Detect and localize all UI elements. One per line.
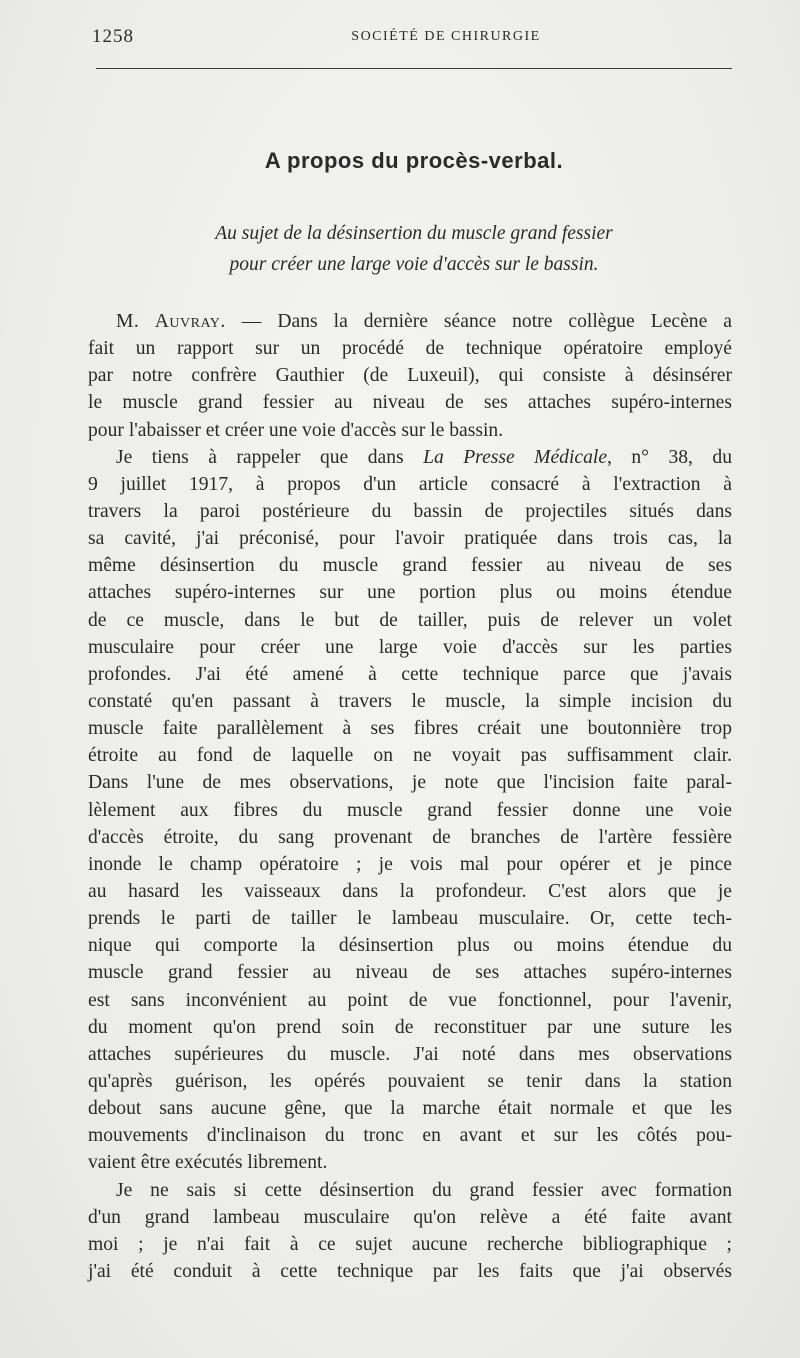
subtitle-line: pour créer une large voie d'accès sur le bassin. <box>229 254 599 275</box>
text-line: par notre confrère Gauthier (de Luxeuil), qui consiste à désinsérer <box>88 365 732 387</box>
text-line: musculaire pour créer une large voie d'accès sur les parties <box>88 636 732 658</box>
text-line: même désinsertion du muscle grand fessier au niveau de ses <box>88 555 732 577</box>
text-line: qu'après guérison, les opérés pouvaient se tenir dans la station <box>88 1070 732 1092</box>
journal-title: La Presse Médicale <box>423 446 608 468</box>
text-line: est sans inconvénient au point de vue fonctionnel, pour l'avenir, <box>88 989 732 1011</box>
subtitle-line: Au sujet de la désinsertion du muscle grand fessier <box>215 223 613 244</box>
text-line: prends le parti de tailler le lambeau musculaire. Or, cette tech- <box>88 908 732 930</box>
text-line: sa cavité, j'ai préconisé, pour l'avoir pratiquée dans trois cas, la <box>88 528 732 550</box>
text-line: étroite au fond de laquelle on ne voyait pas suffisamment clair. <box>88 745 732 767</box>
text-line: Je tiens à rappeler que dans La Presse Médicale, n° 38, du <box>116 446 732 468</box>
text-line: nique qui comporte la désinsertion plus ou moins étendue du <box>88 935 732 957</box>
text-line: du moment qu'on prend soin de reconstituer par une suture les <box>88 1016 732 1038</box>
text-line: vaient être exécutés librement. <box>88 1152 328 1174</box>
speaker-name: M. Auvray. <box>116 311 226 332</box>
running-head <box>92 26 730 52</box>
section-subtitle <box>96 218 732 280</box>
text-line: d'un grand lambeau musculaire qu'on relève a été faite avant <box>88 1206 732 1228</box>
text-line: pour l'abaisser et créer une voie d'accès sur le bassin. <box>88 419 504 441</box>
text-line: lèlement aux fibres du muscle grand fessier donne une voie <box>88 799 732 821</box>
text-line: attaches supérieures du muscle. J'ai noté dans mes observations <box>88 1043 732 1065</box>
text-line: debout sans aucune gêne, que la marche était normale et que les <box>88 1098 732 1120</box>
text-line: profondes. J'ai été amené à cette technique parce que j'avais <box>88 663 732 685</box>
text-line: d'accès étroite, du sang provenant de branches de l'artère fessière <box>88 826 732 848</box>
text-line: muscle grand fessier au niveau de ses attaches supéro-internes <box>88 962 732 984</box>
text-line: fait un rapport sur un procédé de technique opératoire employé <box>88 338 732 360</box>
text-line: mouvements d'inclinaison du tronc en avant et sur les côtés pou- <box>88 1125 732 1147</box>
text-line: attaches supéro-internes sur une portion plus ou moins étendue <box>88 582 732 604</box>
text-line: Je ne sais si cette désinsertion du grand fessier avec formation <box>116 1179 732 1201</box>
text-line: constaté qu'en passant à travers le muscle, la simple incision du <box>88 690 732 712</box>
text-line: Dans l'une de mes observations, je note que l'incision faite paral- <box>88 772 732 794</box>
text-line: 9 juillet 1917, à propos d'un article consacré à l'extraction à <box>88 473 732 495</box>
text-line: moi ; je n'ai fait à ce sujet aucune recherche bibliographique ; <box>88 1233 732 1255</box>
body-text <box>88 308 732 1285</box>
text-line: muscle faite parallèlement à ses fibres créait une boutonnière trop <box>88 718 732 740</box>
text-line: le muscle grand fessier au niveau de ses attaches supéro-internes <box>88 392 732 414</box>
text-line: au hasard les vaisseaux dans la profondeur. C'est alors que je <box>88 880 732 902</box>
text-line <box>88 308 732 335</box>
text-line: j'ai été conduit à cette technique par les faits que j'ai observés <box>88 1260 732 1282</box>
page-number: 1258 <box>92 26 134 47</box>
text-line-content: — Dans la dernière séance notre collègue Lecène a <box>225 311 732 332</box>
running-title: SOCIÉTÉ DE CHIRURGIE <box>351 29 541 44</box>
section-title: A propos du procès-verbal. <box>264 148 564 173</box>
text-line: travers la paroi postérieure du bassin de projectiles situés dans <box>88 500 732 522</box>
text-line: de ce muscle, dans le but de tailler, puis de relever un volet <box>88 609 732 631</box>
text-line: inonde le champ opératoire ; je vois mal pour opérer et je pince <box>88 853 732 875</box>
header-rule <box>96 68 732 69</box>
